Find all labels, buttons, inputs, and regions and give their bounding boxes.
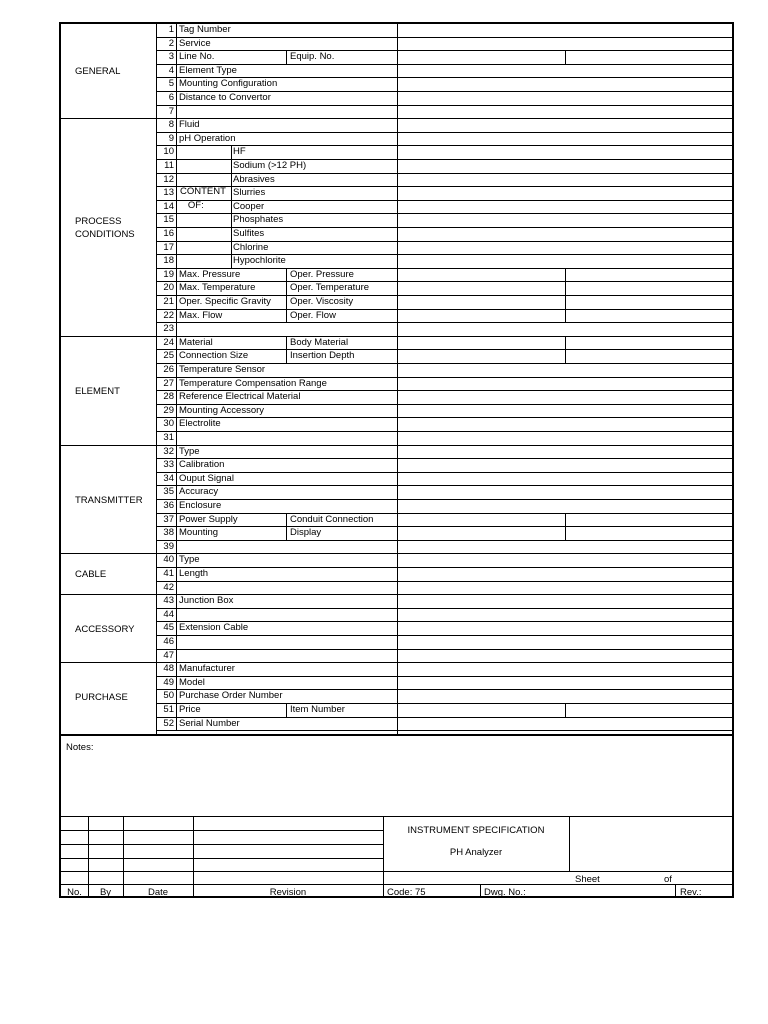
row-number: 15 (157, 214, 177, 227)
row-label: Ouput Signal (179, 472, 234, 484)
header-date: Date (147, 887, 169, 898)
row-number: 16 (157, 228, 177, 241)
row-label-secondary: Equip. No. (290, 51, 335, 63)
section-divider (156, 24, 157, 735)
row-label: Service (179, 37, 211, 49)
spec-row (157, 391, 734, 405)
row-number: 6 (157, 92, 177, 105)
spec-row (157, 228, 734, 242)
row-number: 3 (157, 51, 177, 64)
row-label: Material (179, 336, 213, 348)
row-label-secondary: Oper. Viscosity (290, 296, 354, 307)
row-label: Price (179, 704, 201, 715)
spec-row (157, 92, 734, 106)
content-item-label: Abrasives (233, 173, 275, 185)
row-number: 26 (157, 364, 177, 377)
row-label: Fluid (179, 119, 200, 131)
spec-row (157, 78, 734, 92)
spec-row (157, 378, 734, 392)
spec-row (157, 636, 734, 650)
spec-row (157, 146, 734, 160)
row-label-secondary: Insertion Depth (290, 350, 355, 362)
spec-sheet (59, 22, 734, 898)
spec-row (157, 364, 734, 378)
header-revision: Revision (269, 887, 307, 898)
row-number: 39 (157, 541, 177, 554)
spec-row (157, 119, 734, 133)
row-number: 18 (157, 255, 177, 268)
row-number: 14 (157, 201, 177, 214)
row-number: 17 (157, 242, 177, 255)
value-divider (397, 24, 398, 735)
row-number: 28 (157, 391, 177, 404)
row-number: 13 (157, 187, 177, 200)
section-label: PURCHASE (75, 691, 128, 703)
notes-label: Notes: (66, 742, 94, 753)
spec-row (157, 337, 734, 351)
spec-row (157, 65, 734, 79)
row-label: Element Type (179, 64, 237, 76)
spec-row (157, 201, 734, 215)
row-number: 38 (157, 527, 177, 540)
content-item-label: Slurries (233, 187, 266, 199)
row-label-secondary: Body Material (290, 336, 349, 348)
row-number: 37 (157, 514, 177, 527)
row-label: Mounting (179, 527, 219, 539)
section-label: ACCESSORY (75, 623, 135, 635)
row-label: Model (179, 676, 205, 688)
row-number: 25 (157, 350, 177, 363)
row-label: Temperature Sensor (179, 364, 266, 375)
content-item-label: Sodium (>12 PH) (233, 160, 307, 171)
row-number: 47 (157, 650, 177, 663)
spec-row (157, 418, 734, 432)
row-number: 41 (157, 568, 177, 581)
row-label: Purchase Order Number (179, 690, 283, 702)
spec-row (157, 133, 734, 147)
row-number: 29 (157, 405, 177, 418)
spec-row (157, 432, 734, 446)
row-number: 27 (157, 378, 177, 391)
spec-row (157, 160, 734, 174)
spec-row (157, 500, 734, 514)
row-label: Max. Temperature (179, 282, 256, 294)
spec-row (157, 595, 734, 609)
spec-row (157, 622, 734, 636)
row-label: Max. Flow (179, 309, 223, 321)
spec-row (157, 554, 734, 568)
row-label: Accuracy (179, 486, 219, 498)
row-number: 1 (157, 24, 177, 37)
row-number: 33 (157, 459, 177, 472)
section-label: GENERAL (75, 66, 121, 78)
spec-row (157, 609, 734, 623)
row-label: Length (179, 568, 209, 579)
spec-row (157, 459, 734, 473)
sheet-label: Sheet (575, 874, 600, 885)
spec-row (157, 486, 734, 500)
row-label-secondary: Oper. Pressure (290, 268, 354, 280)
content-item-label: Phosphates (233, 214, 284, 226)
section-label: ELEMENT (75, 385, 120, 397)
dwg-no-label: Dwg. No.: (484, 887, 526, 898)
row-number: 19 (157, 269, 177, 282)
row-number: 35 (157, 486, 177, 499)
content-of-divider (231, 146, 232, 268)
content-of-label: CONTENT OF: (180, 186, 226, 211)
spec-row (157, 690, 734, 704)
spec-row (157, 541, 734, 555)
spec-row (157, 527, 734, 541)
spec-row (157, 310, 734, 324)
row-label: Type (179, 445, 200, 457)
spec-row (157, 51, 734, 65)
spec-row (157, 323, 734, 337)
row-label: Reference Electrical Material (179, 391, 301, 403)
spec-row (157, 582, 734, 596)
row-number: 24 (157, 337, 177, 350)
section-label: CABLE (75, 569, 107, 581)
spec-row (157, 704, 734, 718)
spec-row (157, 269, 734, 283)
spec-row (157, 650, 734, 664)
row-label: Power Supply (179, 513, 238, 525)
row-label: Type (179, 554, 200, 566)
row-label: Connection Size (179, 350, 249, 362)
row-number: 40 (157, 554, 177, 567)
spec-row (157, 405, 734, 419)
spec-row (157, 38, 734, 52)
rev-label: Rev.: (680, 887, 702, 898)
content-item-label: Cooper (233, 200, 265, 212)
section-label: TRANSMITTER (75, 494, 143, 506)
row-label: Oper. Specific Gravity (179, 296, 271, 307)
row-number: 36 (157, 500, 177, 513)
row-label: pH Operation (179, 132, 236, 144)
content-item-label: Chlorine (233, 241, 269, 253)
row-number: 7 (157, 106, 177, 119)
row-number: 21 (157, 296, 177, 309)
row-number: 31 (157, 432, 177, 445)
row-number: 2 (157, 38, 177, 51)
row-number: 34 (157, 473, 177, 486)
row-number: 32 (157, 446, 177, 459)
row-label-secondary: Item Number (290, 704, 345, 715)
spec-row (157, 255, 734, 269)
row-label: Junction Box (179, 595, 234, 607)
row-label: Distance to Convertor (179, 92, 271, 103)
row-number: 42 (157, 582, 177, 595)
row-number: 49 (157, 677, 177, 690)
row-number: 45 (157, 622, 177, 635)
row-label-secondary: Conduit Connection (290, 513, 374, 525)
spec-row (157, 568, 734, 582)
row-number: 9 (157, 133, 177, 146)
header-by: By (99, 887, 112, 898)
of-label: of (664, 874, 672, 885)
spec-row (157, 174, 734, 188)
row-number: 50 (157, 690, 177, 703)
row-number: 8 (157, 119, 177, 132)
header-no: No. (67, 887, 82, 898)
row-label: Extension Cable (179, 622, 249, 634)
row-number: 51 (157, 704, 177, 717)
row-label: Serial Number (179, 717, 240, 729)
spec-row (157, 473, 734, 487)
code-label: Code: 75 (387, 887, 426, 898)
spec-row (157, 677, 734, 691)
spec-row (157, 187, 734, 201)
row-label: Tag Number (179, 24, 231, 35)
row-number: 43 (157, 595, 177, 608)
row-number: 5 (157, 78, 177, 91)
content-item-label: Sulfites (233, 228, 265, 239)
row-number: 11 (157, 160, 177, 173)
row-number: 20 (157, 282, 177, 295)
spec-subtitle: PH Analyzer (449, 847, 503, 858)
row-label: Mounting Configuration (179, 78, 278, 90)
row-label-secondary: Oper. Temperature (290, 282, 370, 294)
spec-row (157, 296, 734, 310)
row-label: Mounting Accessory (179, 404, 265, 416)
spec-row (157, 350, 734, 364)
spec-row (157, 718, 734, 732)
row-number: 48 (157, 663, 177, 676)
spec-row (157, 242, 734, 256)
spec-row (157, 663, 734, 677)
row-number: 23 (157, 323, 177, 336)
spec-row (157, 214, 734, 228)
row-label: Temperature Compensation Range (179, 377, 327, 389)
row-number: 44 (157, 609, 177, 622)
spec-row (157, 514, 734, 528)
row-label: Electrolite (179, 418, 221, 430)
section-label: PROCESS CONDITIONS (75, 216, 135, 240)
row-label: Calibration (179, 459, 225, 471)
row-number: 52 (157, 718, 177, 731)
row-number: 22 (157, 310, 177, 323)
spec-row (157, 24, 734, 38)
row-label: Line No. (179, 51, 215, 63)
row-number: 4 (157, 65, 177, 78)
row-label-secondary: Display (290, 527, 322, 539)
spec-row (157, 446, 734, 460)
row-number: 10 (157, 146, 177, 159)
spec-row (157, 282, 734, 296)
row-number: 30 (157, 418, 177, 431)
row-label: Manufacturer (179, 663, 235, 675)
row-number: 46 (157, 636, 177, 649)
content-item-label: Hypochlorite (233, 255, 286, 267)
content-item-label: HF (233, 146, 246, 158)
row-label-secondary: Oper. Flow (290, 309, 336, 321)
row-number: 12 (157, 174, 177, 187)
row-label: Enclosure (179, 500, 222, 511)
spec-title: INSTRUMENT SPECIFICATION (407, 825, 545, 836)
row-label: Max. Pressure (179, 268, 241, 280)
notes-top-line (61, 734, 734, 736)
spec-row (157, 106, 734, 120)
